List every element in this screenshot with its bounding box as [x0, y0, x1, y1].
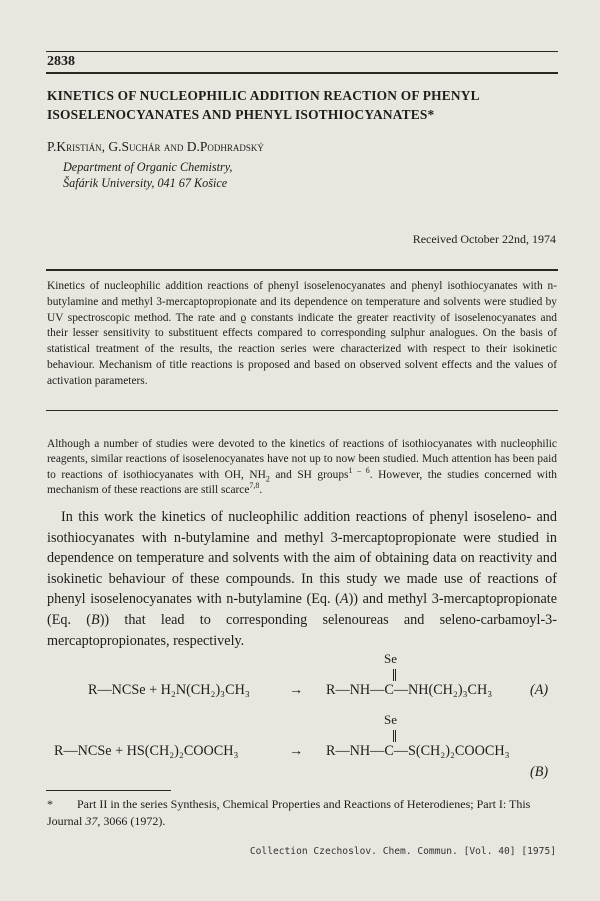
- equation-a-lhs: R—NCSe + H₂N(CH₂)₃CH₃: [88, 682, 250, 698]
- equation-b-label: (B): [530, 764, 549, 780]
- article-title: KINETICS OF NUCLEOPHILIC ADDITION REACTION OF PHENYL ISOSELENOCYANATES AND PHENYL ISOTHIOCYANATES*: [47, 88, 480, 122]
- reference-superscript: 7,8: [249, 481, 260, 491]
- body-text: )) and methyl 3-mercaptopropionate (Eq. (: [47, 591, 557, 628]
- footnote-text: Part II in the series Synthesis, Chemical Properties and Reactions of Heterodienes; Part I: This Journal: [47, 797, 531, 828]
- footnote-text: , 3066 (1972).: [97, 814, 166, 828]
- footnote-rule: [46, 790, 171, 791]
- abstract: Kinetics of nucleophilic addition reactions of phenyl isoselenocyanates and phenyl isothiocyanates with n-butylamine and methyl 3-mercaptopropionate and its dependence on temperature and solvents were studied by UV spectroscopic method. The rate and ϱ constants indicate the greater reactivity of isoselenocyanates and their lesser sensitivity to substituent effects compared to corresponding sulphur analogues. On the basis of statistical treatment of the results, the reaction series were characterized with respect to their isokinetic behaviour. Mechanism of title reactions is proposed and based on observed solvent effects and the values of activation parameters.: [47, 280, 557, 387]
- equation-a-rhs: R—NH—C—NH(CH₂)₃CH₃: [326, 682, 493, 698]
- affiliation: [63, 159, 232, 191]
- double-bond: [393, 730, 396, 742]
- equation-b-lhs: R—NCSe + HS(CH₂)₂COOCH₃: [54, 743, 239, 759]
- footnote-marker: *: [47, 797, 53, 811]
- equation-b-se: Se: [384, 712, 397, 727]
- equation-a-label: (A): [530, 682, 549, 698]
- affiliation-line-1: Department of Organic Chemistry,: [63, 160, 233, 174]
- page-number: 2838: [47, 54, 75, 69]
- body-text: In this work the kinetics of nucleophilic addition reactions of phenyl isoseleno- and isothiocyanates with n-butylamine and methyl 3-mercaptopropionate were studied in dependence on temperature and solvents with the aim of obtaining data on reactivity and isokinetic behaviour of these compounds. In this study we made use of reactions of phenyl isoselenocyanates with n-butylamine (Eq. (: [47, 509, 557, 608]
- equation-b-arrow: →: [289, 743, 304, 759]
- intro-text: . However, the studies concerned with mechanism of these reactions are still scarce: [47, 468, 557, 497]
- intro-text: and SH groups: [269, 468, 349, 481]
- author-list: P.Kristián, G.Suchár and D.Podhradský: [47, 139, 264, 154]
- equation-b-rhs: R—NH—C—S(CH₂)₂COOCH₃: [326, 743, 510, 759]
- abstract-rule-top: [46, 269, 558, 271]
- double-bond: [393, 669, 396, 681]
- equation-ref: A: [339, 591, 349, 608]
- body-text: )) that lead to corresponding selenoureas and seleno-carbamoyl-3-mercaptopropionates, respectively.: [47, 611, 557, 649]
- footnote: [47, 796, 557, 830]
- intro-text: Although a number of studies were devoted to the kinetics of reactions of isothiocyanates with nucleophilic reagents, similar reactions of isoselenocyanates have not up to now been studied. Much attention has been paid to reactions of isothiocyanates with OH, NH: [47, 438, 557, 481]
- journal-citation: Collection Czechoslov. Chem. Commun. [Vol. 40] [1975]: [249, 846, 556, 857]
- equation-a-se: Se: [384, 651, 397, 666]
- intro-paragraph: [47, 437, 557, 499]
- subscript: 2: [265, 474, 270, 484]
- abstract-rule-bottom: [46, 410, 558, 411]
- received-date: Received October 22nd, 1974: [412, 232, 556, 246]
- body-paragraph: [47, 507, 557, 651]
- footnote-volume: 37: [85, 814, 98, 828]
- authors: [47, 139, 264, 155]
- intro-text: .: [259, 484, 263, 497]
- header-rule: [46, 51, 558, 52]
- reference-superscript: 1 – 6: [348, 466, 370, 476]
- header-rule-thick: [46, 72, 558, 74]
- equation-a-arrow: →: [289, 682, 304, 698]
- affiliation-line-2: Šafárik University, 041 67 Košice: [63, 176, 228, 190]
- equation-ref: B: [91, 611, 100, 628]
